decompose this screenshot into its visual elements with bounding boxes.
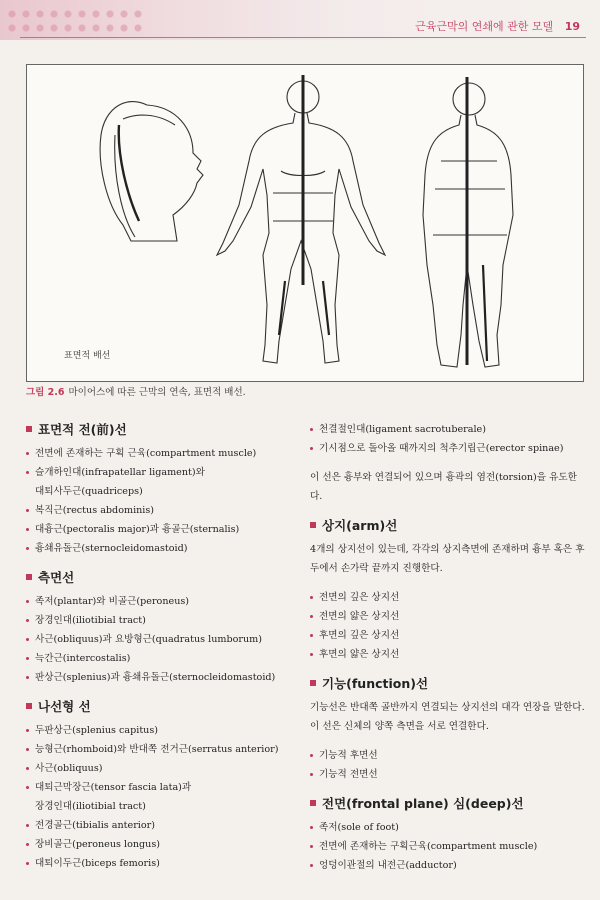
item-list [26,721,298,873]
section-heading [310,516,586,534]
list-item: 대퇴근막장근(tensor fascia lata)과 [26,778,298,797]
figure-frame [26,64,584,382]
figure-caption [26,384,246,398]
list-item: 후면의 깊은 상지선 [310,626,586,645]
list-item: 복직근(rectus abdominis) [26,501,298,520]
section-heading [310,794,586,812]
heading-marker-icon [310,680,316,686]
heading-text: 측면선 [38,570,75,585]
list-item: 판상근(splenius)과 흉쇄유돌근(sternocleidomastoid) [26,668,298,687]
list-item: 두판상근(splenius capitus) [26,721,298,740]
item-list [26,444,298,558]
heading-marker-icon [26,574,32,580]
heading-text: 나선형 선 [38,699,91,714]
list-item: 기시점으로 돌아올 때까지의 척추기립근(erector spinae) [310,439,586,458]
section-heading [310,674,586,692]
heading-text: 상지(arm)선 [322,518,398,533]
left-column [26,420,298,883]
list-item: 전경골근(tibialis anterior) [26,816,298,835]
running-header [380,18,580,34]
paragraph: 기능선은 반대쪽 골반까지 연결되는 상지선의 대각 연장을 말한다. 이 선은 신체의 양쪽 측면을 서로 연결한다. [310,702,585,732]
caption-text: 마이어스에 따른 근막의 연속, 표면적 배선. [68,387,246,398]
heading-text: 기능(function)선 [322,676,429,691]
list-item: 전면의 얇은 상지선 [310,607,586,626]
header-title: 근육근막의 연쇄에 관한 모델 [415,20,554,33]
figure-label: 표면적 배선 [64,351,111,361]
list-item: 천결절인대(ligament sacrotuberale) [310,420,586,439]
list-item: 장경인대(iliotibial tract) [26,611,298,630]
anatomy-illustration [27,65,583,381]
paragraph: 4개의 상지선이 있는데, 각각의 상지측면에 존재하며 흉부 혹은 후두에서 손가락 끝까지 진행한다. [310,544,585,574]
heading-marker-icon [310,800,316,806]
list-item: 족저(sole of foot) [310,818,586,837]
section-heading [26,420,298,438]
list-item-continuation: 장경인대(iliotibial tract) [35,801,146,812]
heading-marker-icon [26,426,32,432]
list-item: 기능적 후면선 [310,746,586,765]
list-item: 대흉근(pectoralis major)과 흉골근(sternalis) [26,520,298,539]
heading-marker-icon [310,522,316,528]
header-rule [20,37,586,38]
list-item: 족저(plantar)와 비골근(peroneus) [26,592,298,611]
list-item: 대퇴이두근(biceps femoris) [26,854,298,873]
right-column [310,420,586,885]
caption-number: 그림 2.6 [26,387,65,398]
page-number: 19 [564,20,580,33]
item-list [310,588,586,664]
paragraph: 이 선은 흉부와 연결되어 있으며 흉곽의 염전(torsion)을 유도한다. [310,472,577,502]
list-item: 기능적 전면선 [310,765,586,784]
item-list [26,592,298,687]
list-item: 능형근(rhomboid)와 반대쪽 전거근(serratus anterior) [26,740,298,759]
list-item-continuation: 대퇴사두근(quadriceps) [35,486,143,497]
item-list [310,818,586,875]
list-item: 사근(obliquus)과 요방형근(quadratus lumborum) [26,630,298,649]
section-heading [26,568,298,586]
item-list [310,420,586,458]
heading-text: 전면(frontal plane) 심(deep)선 [322,796,524,811]
list-item: 늑간근(intercostalis) [26,649,298,668]
decorative-dots [6,6,146,34]
list-item: 전면에 존재하는 구획근육(compartment muscle) [310,837,586,856]
list-item: 엉덩이관절의 내전근(adductor) [310,856,586,875]
list-item: 전면의 깊은 상지선 [310,588,586,607]
item-list [310,746,586,784]
list-item: 흉쇄유돌근(sternocleidomastoid) [26,539,298,558]
section-heading [26,697,298,715]
heading-text: 표면적 전(前)선 [38,422,127,437]
list-item: 사근(obliquus) [26,759,298,778]
heading-marker-icon [26,703,32,709]
list-item: 장비골근(peroneus longus) [26,835,298,854]
list-item: 전면에 존재하는 구획 근육(compartment muscle) [26,444,298,463]
list-item: 슬개하인대(infrapatellar ligament)와 [26,463,298,482]
list-item: 후면의 얇은 상지선 [310,645,586,664]
